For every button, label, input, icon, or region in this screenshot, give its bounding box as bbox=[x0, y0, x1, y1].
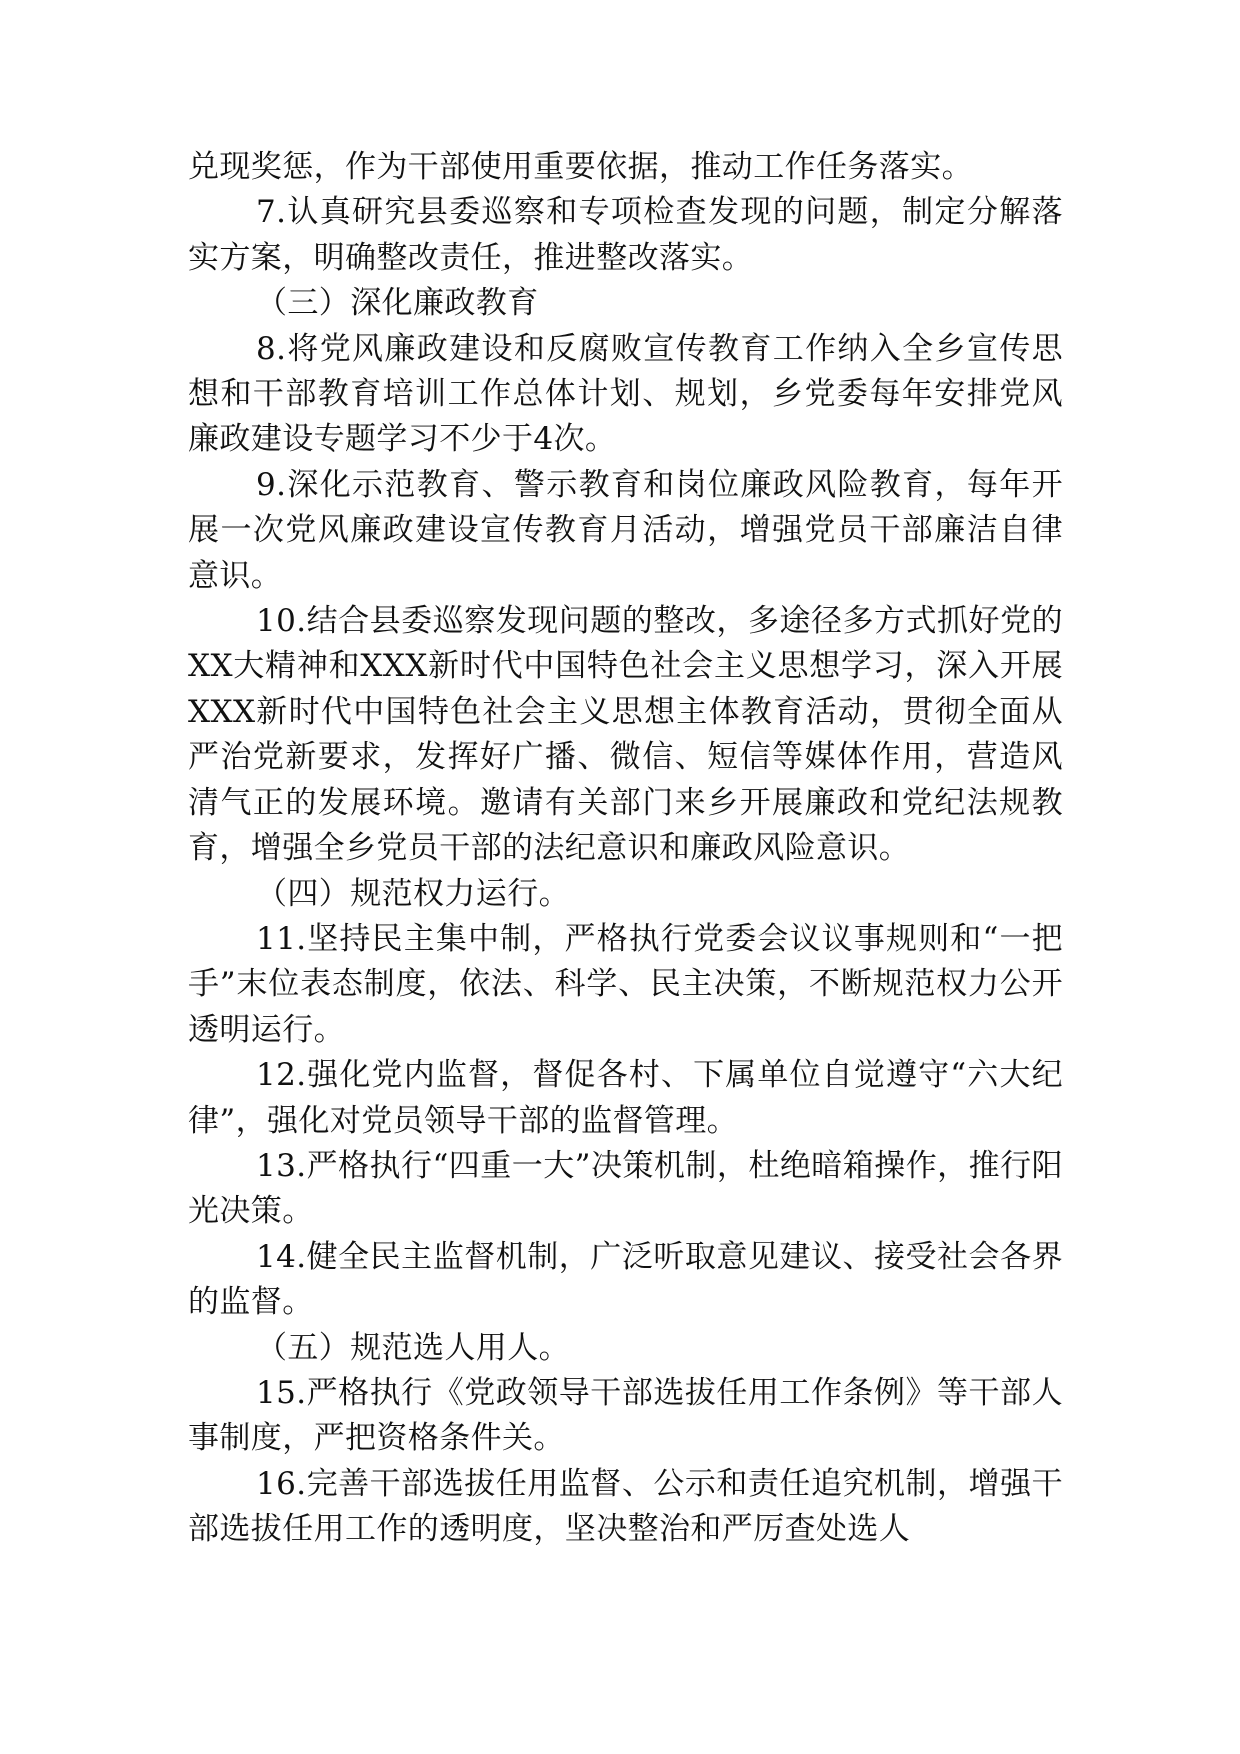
list-item-11: 11.坚持民主集中制，严格执行党委会议议事规则和“一把手”末位表态制度，依法、科学、民主决策，不断规范权力公开透明运行。 bbox=[188, 920, 1063, 1048]
list-item-7: 7.认真研究县委巡察和专项检查发现的问题，制定分解落实方案，明确整改责任，推进整改落实。 bbox=[188, 194, 1063, 276]
document-body bbox=[188, 145, 1063, 1553]
list-item-12: 12.强化党内监督，督促各村、下属单位自觉遵守“六大纪律”，强化对党员领导干部的监督管理。 bbox=[188, 1057, 1063, 1139]
paragraph-continuation: 兑现奖惩，作为干部使用重要依据，推动工作任务落实。 bbox=[188, 149, 973, 185]
section-heading-3: （三）深化廉政教育 bbox=[256, 285, 539, 322]
list-item-15: 15.严格执行《党政领导干部选拔任用工作条例》等干部人事制度，严把资格条件关。 bbox=[188, 1374, 1063, 1457]
list-item-8: 8.将党风廉政建设和反腐败宣传教育工作纳入全乡宣传思想和干部教育培训工作总体计划、规划，乡党委每年安排党风廉政建设专题学习不少于4次。 bbox=[188, 330, 1063, 458]
list-item-14: 14.健全民主监督机制，广泛听取意见建议、接受社会各界的监督。 bbox=[188, 1238, 1063, 1321]
list-item-10: 10.结合县委巡察发现问题的整改，多途径多方式抓好党的XX大精神和XXX新时代中国特色社会主义思想学习，深入开展XXX新时代中国特色社会主义思想主体教育活动，贯彻全面从严治党新要求，发挥好广播、微信、短信等媒体作用，营造风清气正的发展环境。邀请有关部门来乡开展廉政和党纪法规教育，增强全乡党员干部的法纪意识和廉政风险意识。 bbox=[188, 603, 1063, 867]
list-item-9: 9.深化示范教育、警示教育和岗位廉政风险教育，每年开展一次党风廉政建设宣传教育月活动，增强党员干部廉洁自律意识。 bbox=[188, 466, 1063, 594]
section-heading-5: （五）规范选人用人。 bbox=[256, 1329, 570, 1366]
section-heading-4: （四）规范权力运行。 bbox=[256, 875, 570, 912]
list-item-16: 16.完善干部选拔任用监督、公示和责任追究机制，增强干部选拔任用工作的透明度，坚决整治和严厉查处选人 bbox=[188, 1465, 1063, 1548]
list-item-13: 13.严格执行“四重一大”决策机制，杜绝暗箱操作，推行阳光决策。 bbox=[188, 1147, 1063, 1230]
